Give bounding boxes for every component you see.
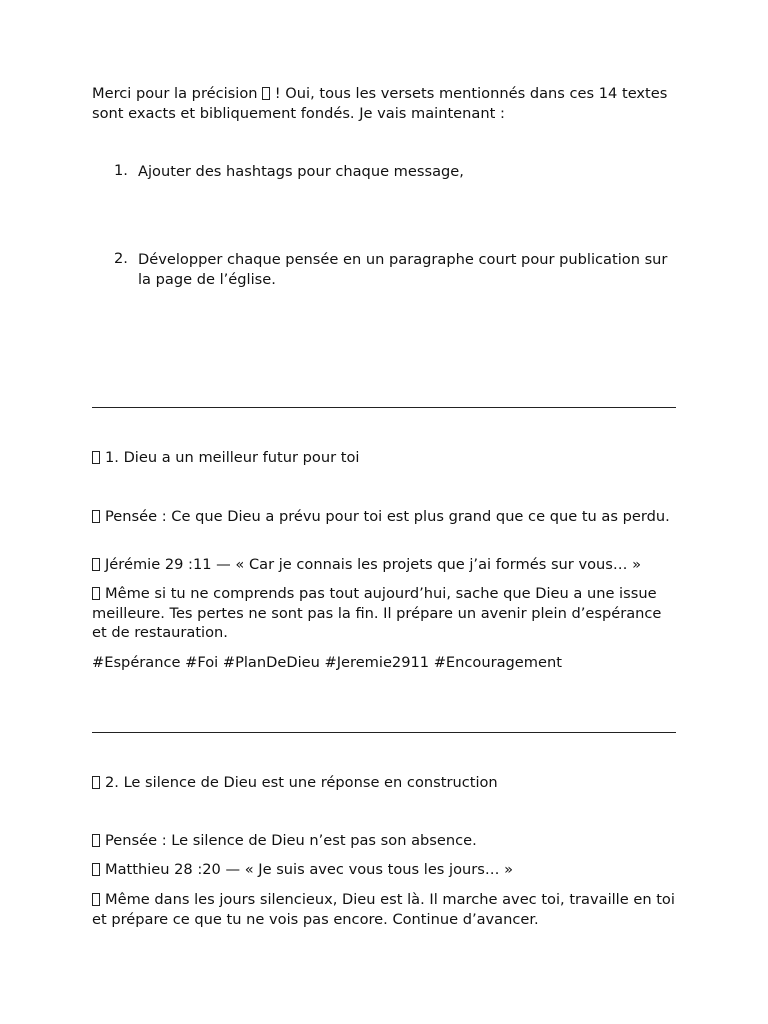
emoji-placeholder-icon: [92, 510, 100, 523]
section-title: [92, 448, 676, 468]
paragraph-text: Même si tu ne comprends pas tout aujourd’hui, sache que Dieu a une issue meilleure. Tes pertes ne sont pas la fin. Il prépare un avenir plein d’espérance et de restauration.: [92, 585, 662, 642]
emoji-placeholder-icon: [262, 87, 270, 100]
pensee-text: Pensée : Le silence de Dieu n’est pas son absence.: [105, 832, 477, 849]
section-title-text: 2. Le silence de Dieu est une réponse en construction: [105, 774, 498, 791]
emoji-placeholder-icon: [92, 893, 100, 906]
list-text: Développer chaque pensée en un paragraphe court pour publication sur la page de l’église.: [138, 251, 668, 288]
intro-text-start: Merci pour la précision: [92, 85, 263, 102]
list-number: 1.: [114, 162, 128, 179]
section-verse: [92, 860, 676, 880]
emoji-placeholder-icon: [92, 834, 100, 847]
section-paragraph: [92, 890, 676, 929]
emoji-placeholder-icon: [92, 558, 100, 571]
section-paragraph: [92, 584, 676, 643]
list-number: 2.: [114, 250, 128, 267]
section-pensee: [92, 831, 676, 851]
verse-text: Matthieu 28 :20 — « Je suis avec vous tous les jours… »: [105, 861, 514, 878]
verse-text: Jérémie 29 :11 — « Car je connais les projets que j’ai formés sur vous… »: [105, 556, 642, 573]
horizontal-divider: [92, 732, 676, 733]
list-item: [114, 162, 674, 182]
pensee-text: Pensée : Ce que Dieu a prévu pour toi est plus grand que ce que tu as perdu.: [105, 508, 670, 525]
paragraph-text: Même dans les jours silencieux, Dieu est là. Il marche avec toi, travaille en toi et prépare ce que tu ne vois pas encore. Continue d’avancer.: [92, 891, 675, 928]
emoji-placeholder-icon: [92, 451, 100, 464]
section-hashtags: #Espérance #Foi #PlanDeDieu #Jeremie2911 #Encouragement: [92, 654, 562, 671]
section-title-text: 1. Dieu a un meilleur futur pour toi: [105, 449, 360, 466]
list-item: [114, 250, 674, 289]
horizontal-divider: [92, 407, 676, 408]
emoji-placeholder-icon: [92, 776, 100, 789]
emoji-placeholder-icon: [92, 587, 100, 600]
list-text: Ajouter des hashtags pour chaque message,: [138, 163, 464, 180]
intro-paragraph: [92, 84, 676, 123]
section-title: [92, 773, 676, 793]
section-pensee: [92, 507, 676, 527]
emoji-placeholder-icon: [92, 863, 100, 876]
section-verse: [92, 555, 676, 575]
intro-text-end: ! Oui, tous les versets mentionnés dans ces 14 textes sont exacts et bibliquement fondés. Je vais maintenant :: [92, 85, 668, 122]
